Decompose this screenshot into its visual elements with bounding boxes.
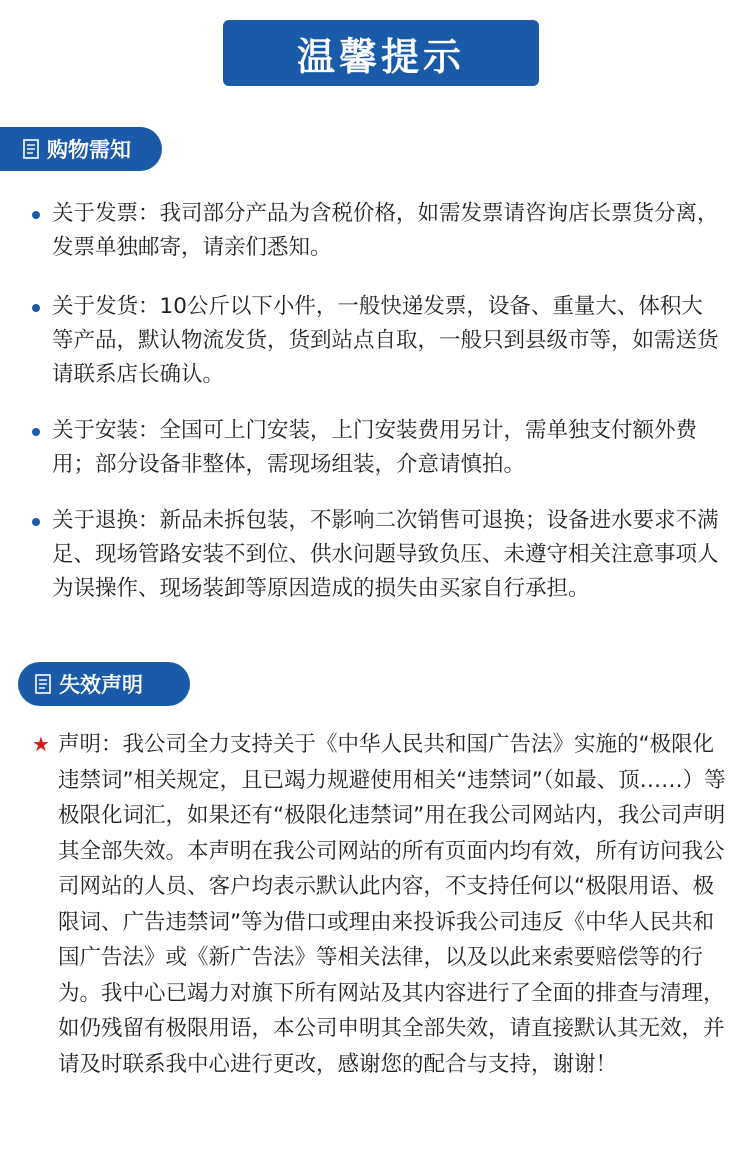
item-label: 关于发货： — [52, 294, 160, 319]
statement-text: 声明：我公司全力支持关于《中华人民共和国广告法》实施的“极限化违禁词”相关规定，且已竭力规避使用相关“违禁词”（如最、顶……）等极限化词汇，如果还有“极限化违禁词”用在我公司网站内，我公司声明其全部失效。本声明在我公司网站的所有页面内均有效，所有访问我公司网站的人员、客户均表示默认此内容，不支持任何以“极限用语、极限词、广告违禁词”等为借口或理由来投诉我公司违反《中华人民共和国广告法》或《新广告法》等相关法律，以及以此来索要赔偿等的行为。我中心已竭力对旗下所有网站及其内容进行了全面的排查与清理，如仍残留有极限用语，本公司申明其全部失效，请直接默认其无效，并请及时联系我中心进行更改，感谢您的配合与支持，谢谢！ — [58, 732, 726, 1077]
section-title: 失效声明 — [59, 673, 143, 697]
item-text: 我司部分产品为含税价格，如需发票请咨询店长票货分离，发票单独邮寄，请亲们悉知。 — [52, 201, 719, 260]
item-label: 关于安装： — [52, 418, 160, 443]
list-item-installation — [32, 414, 722, 482]
list-item-returns — [32, 504, 722, 606]
list-item-shipping — [32, 290, 722, 392]
item-text: 10公斤以下小件，一般快递发票，设备、重量大、体积大等产品，默认物流发货，货到站点自取，一般只到县级市等，如需送货请联系店长确认。 — [52, 294, 719, 387]
dot-bullet-icon — [32, 518, 40, 526]
item-text: 全国可上门安装，上门安装费用另计，需单独支付额外费用；部分设备非整体，需现场组装，介意请慎拍。 — [52, 418, 698, 477]
dot-bullet-icon — [32, 304, 40, 312]
section-tab-shopping — [0, 127, 162, 171]
list-item-invoice — [32, 197, 722, 265]
star-icon: ★ — [32, 732, 50, 756]
section-tab-disclaimer — [18, 662, 190, 706]
disclaimer-statement — [32, 727, 732, 1082]
document-icon — [34, 674, 52, 694]
dot-bullet-icon — [32, 211, 40, 219]
page-title: 温馨提示 — [296, 34, 465, 79]
title-banner — [223, 20, 539, 86]
item-label: 关于退换： — [52, 508, 160, 533]
item-label: 关于发票： — [52, 201, 160, 226]
item-text: 新品未拆包装，不影响二次销售可退换；设备进水要求不满足、现场管路安装不到位、供水问题导致负压、未遵守相关注意事项人为误操作、现场装卸等原因造成的损失由买家自行承担。 — [52, 508, 719, 601]
document-icon — [22, 139, 40, 159]
section-title: 购物需知 — [47, 138, 131, 162]
dot-bullet-icon — [32, 428, 40, 436]
